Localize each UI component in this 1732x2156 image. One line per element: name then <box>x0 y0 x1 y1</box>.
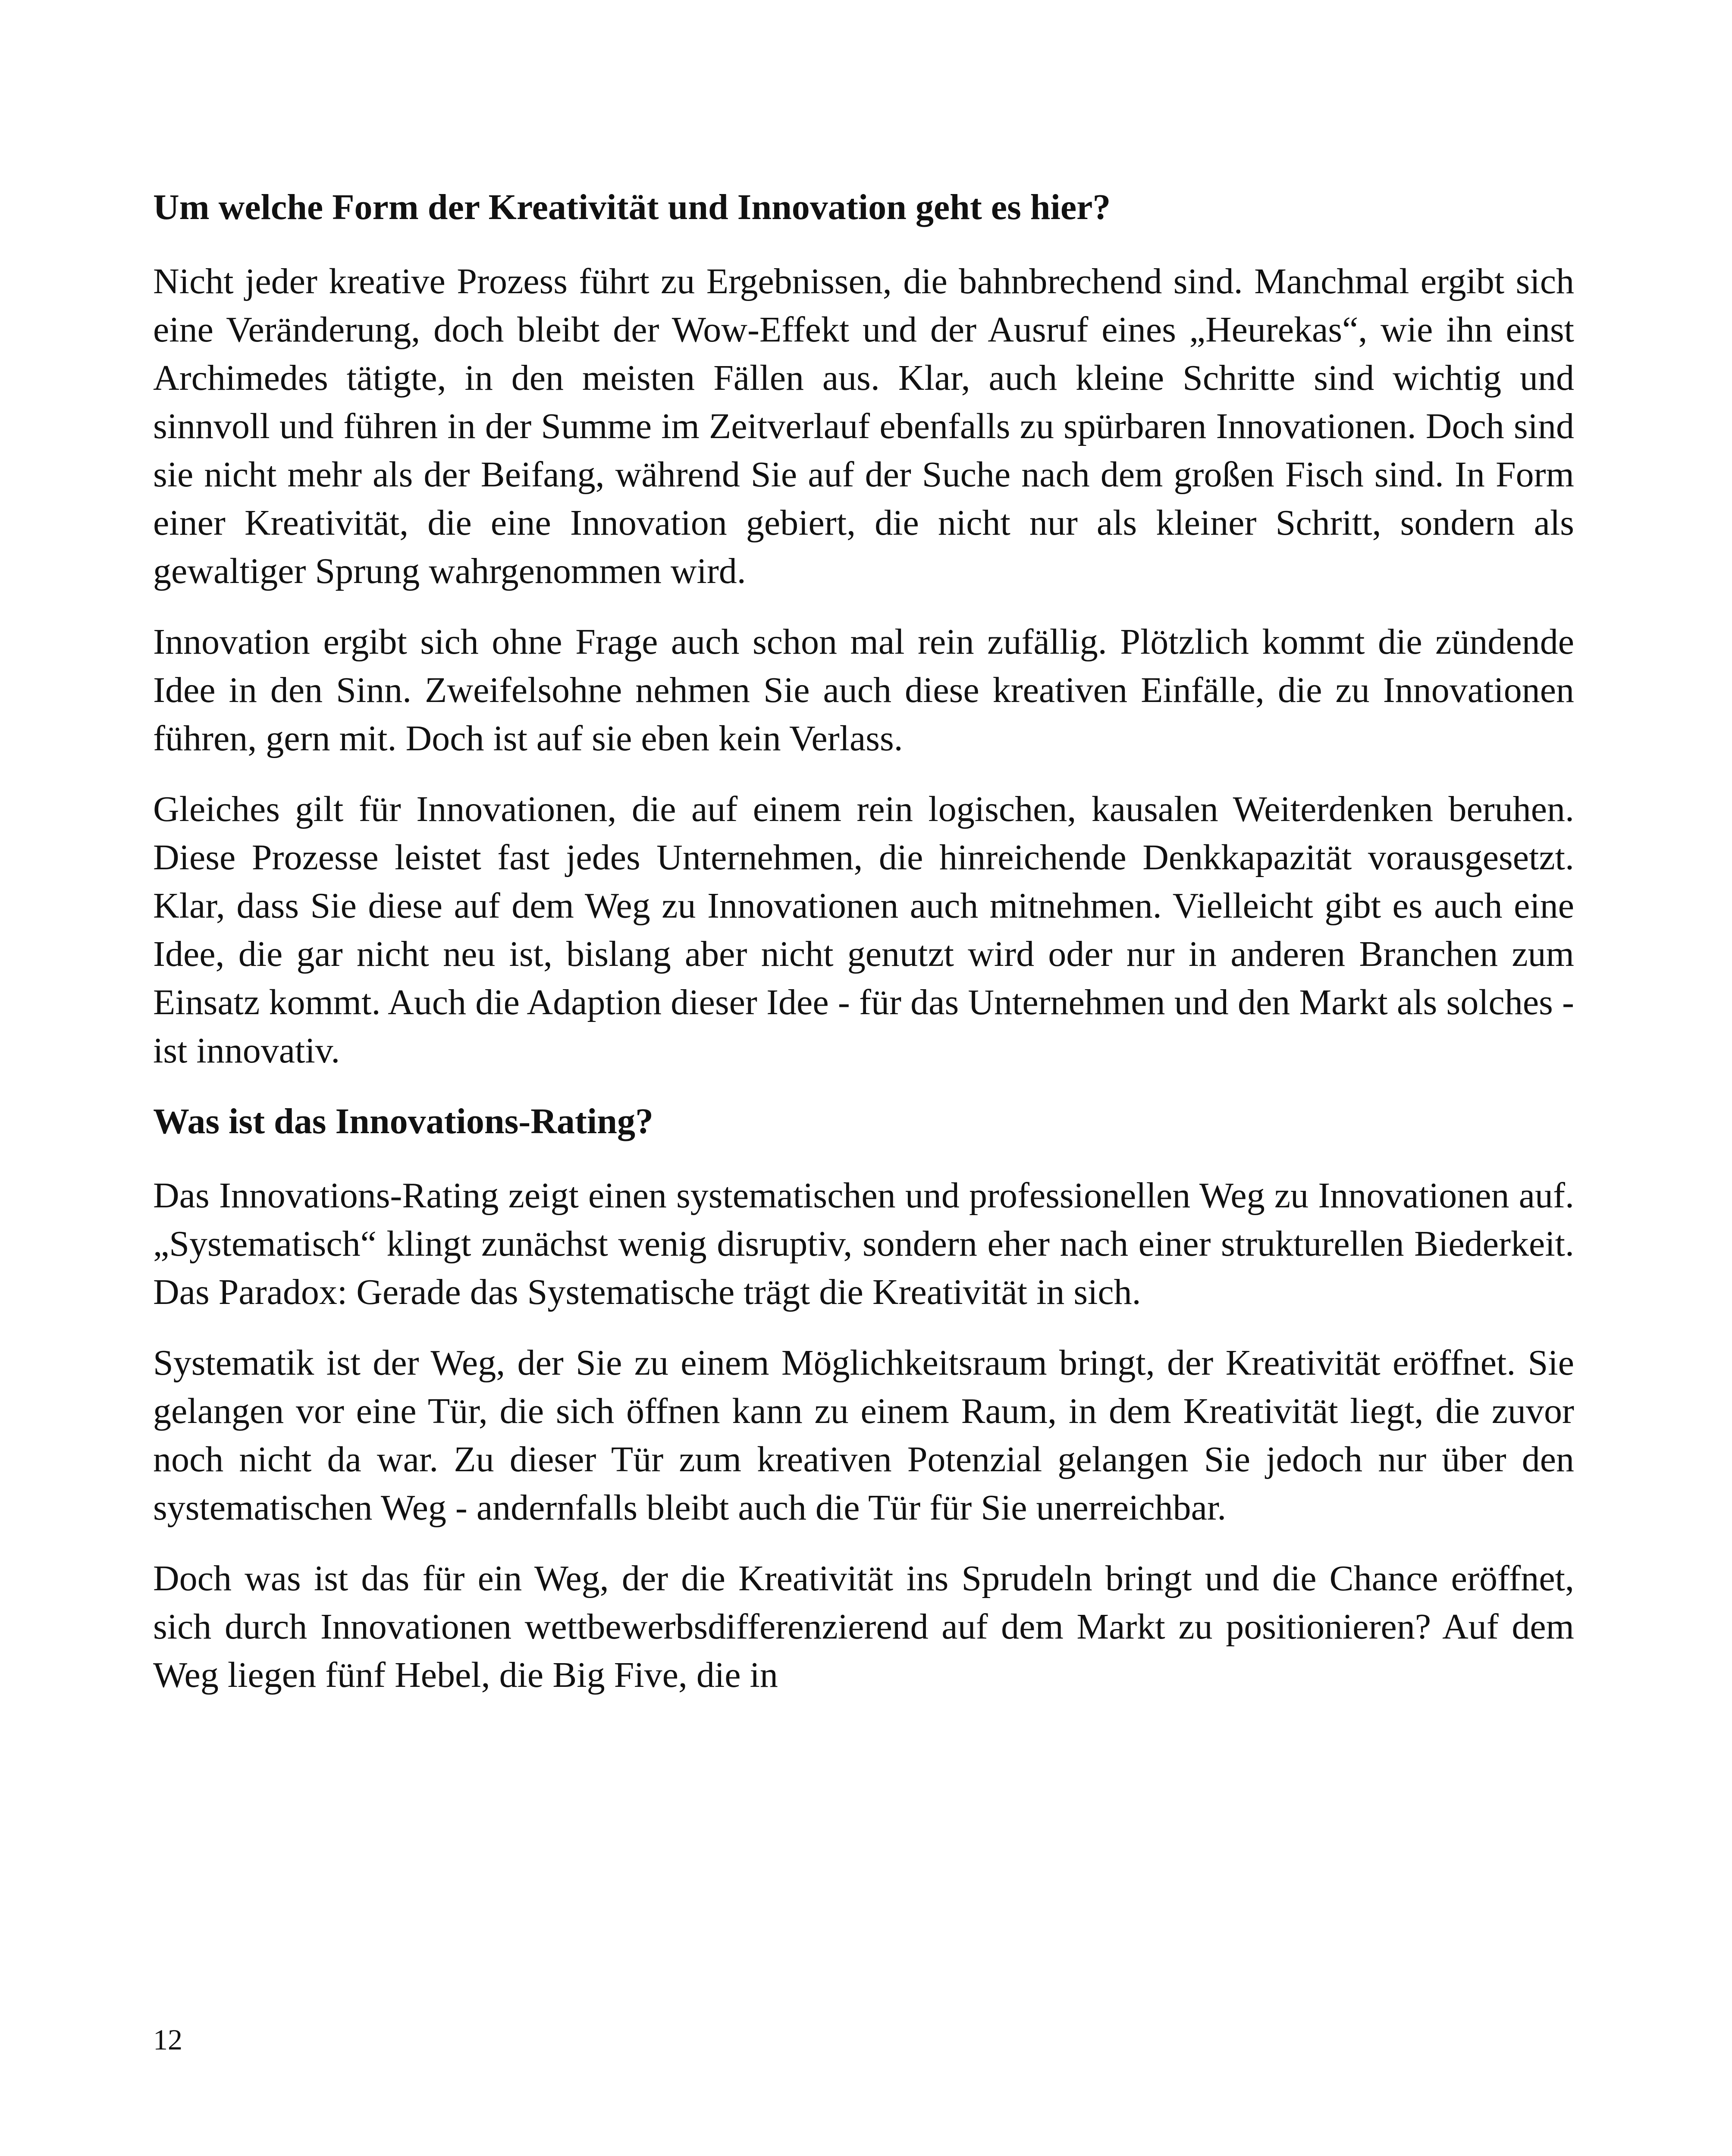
section-heading-innovation-rating: Was ist das Innovations-Rating? <box>153 1101 653 1141</box>
page-number: 12 <box>153 2023 182 2056</box>
body-paragraph: Innovation ergibt sich ohne Frage auch schon mal rein zufällig. Plötzlich kommt die zündende Idee in den Sinn. Zweifelsohne nehmen Sie auch diese kreativen Einfälle, die zu Innovationen führen, gern mit. Doch ist auf sie eben kein Verlass. <box>153 622 1574 758</box>
body-paragraph: Gleiches gilt für Innovationen, die auf einem rein logischen, kausalen Weiterdenken beruhen. Diese Prozesse leistet fast jedes Unternehmen, die hinreichende Denkkapazität vorausgesetzt. Klar, dass Sie diese auf dem Weg zu Innovationen auch mitnehmen. Vielleicht gibt es auch eine Idee, die gar nicht neu ist, bislang aber nicht genutzt wird oder nur in anderen Branchen zum Einsatz kommt. Auch die Adaption dieser Idee - für das Unternehmen und den Markt als solches - ist innovativ. <box>153 789 1574 1071</box>
body-paragraph: Das Innovations-Rating zeigt einen systematischen und professionellen Weg zu Innovationen auf. „Systematisch“ klingt zunächst wenig disruptiv, sondern eher nach einer strukturellen Biederkeit. Das Paradox: Gerade das Systematische trägt die Kreativität in sich. <box>153 1175 1574 1312</box>
body-paragraph: Doch was ist das für ein Weg, der die Kreativität ins Sprudeln bringt und die Chance eröffnet, sich durch Innovationen wettbewerbsdifferenzierend auf dem Markt zu positionieren? Auf dem Weg liegen fünf Hebel, die Big Five, die in <box>153 1558 1574 1695</box>
page-body <box>153 183 1574 1722</box>
section-heading-creativity: Um welche Form der Kreativität und Innovation geht es hier? <box>153 187 1111 227</box>
body-paragraph: Nicht jeder kreative Prozess führt zu Ergebnissen, die bahnbrechend sind. Manchmal ergibt sich eine Veränderung, doch bleibt der Wow-Effekt und der Ausruf eines „Heurekas“, wie ihn einst Archimedes tätigte, in den meisten Fällen aus. Klar, auch kleine Schritte sind wichtig und sinnvoll und führen in der Summe im Zeitverlauf ebenfalls zu spürbaren Innovationen. Doch sind sie nicht mehr als der Beifang, während Sie auf der Suche nach dem großen Fisch sind. In Form einer Kreativität, die eine Innovation gebiert, die nicht nur als kleiner Schritt, sondern als gewaltiger Sprung wahrgenommen wird. <box>153 261 1574 591</box>
body-paragraph: Systematik ist der Weg, der Sie zu einem Möglichkeitsraum bringt, der Kreativität eröffnet. Sie gelangen vor eine Tür, die sich öffnen kann zu einem Raum, in dem Kreativität liegt, die zuvor noch nicht da war. Zu dieser Tür zum kreativen Potenzial gelangen Sie jedoch nur über den systematischen Weg - andernfalls bleibt auch die Tür für Sie unerreichbar. <box>153 1343 1574 1528</box>
